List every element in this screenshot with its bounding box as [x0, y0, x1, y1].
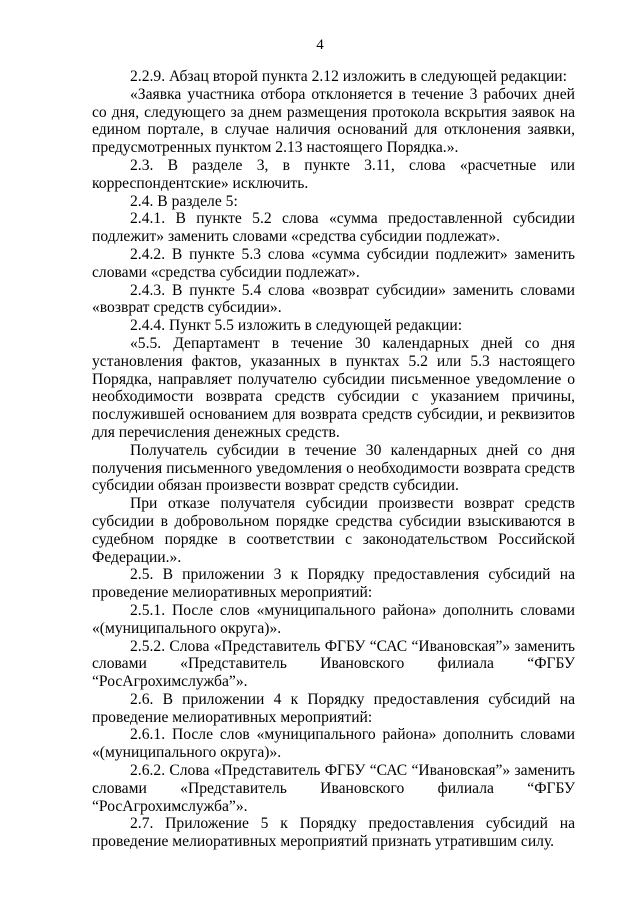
paragraph-2-3: 2.3. В разделе 3, в пункте 3.11, слова «расчетные или корреспондентские» исключить.	[92, 156, 575, 192]
paragraph-2-6-2: 2.6.2. Слова «Представитель ФГБУ “САС “Ивановская”» заменить словами «Представитель Ивановского филиала “ФГБУ “РосАгрохимслужба”».	[92, 762, 575, 815]
paragraph-2-4-1: 2.4.1. В пункте 5.2 слова «сумма предоставленной субсидии подлежит» заменить словами «средства субсидии подлежат».	[92, 210, 575, 246]
paragraph-2-4-3: 2.4.3. В пункте 5.4 слова «возврат субсидии» заменить словами «возврат средств субсидии».	[92, 281, 575, 317]
paragraph-5-5: «5.5. Департамент в течение 30 календарных дней со дня установления фактов, указанных в пунктах 5.2 или 5.3 настоящего Порядка, направляет получателю субсидии письменное уведомление о необходимости возврата средств субсидии с указанием причины, послужившей основанием для возврата средств субсидии, и реквизитов для перечисления денежных средств.	[92, 334, 575, 441]
paragraph-2-7: 2.7. Приложение 5 к Порядку предоставления субсидий на проведение мелиоративных мероприятий признать утратившим силу.	[92, 815, 575, 851]
paragraph-2-6: 2.6. В приложении 4 к Порядку предоставления субсидий на проведение мелиоративных мероприятий:	[92, 690, 575, 726]
page-number: 4	[316, 37, 324, 53]
paragraph-2-6-1: 2.6.1. После слов «муниципального района» дополнить словами «(муниципального округа)».	[92, 726, 575, 762]
paragraph-2-4: 2.4. В разделе 5:	[130, 192, 238, 210]
paragraph-2-4-4: 2.4.4. Пункт 5.5 изложить в следующей редакции:	[130, 317, 463, 335]
paragraph-2-2-9: 2.2.9. Абзац второй пункта 2.12 изложить в следующей редакции:	[130, 68, 567, 85]
paragraph-5-5-refusal: При отказе получателя субсидии произвести возврат средств субсидии в добровольном порядке средства субсидии взыскиваются в судебном порядке в соответствии с законодательством Российской Федерации.».	[92, 495, 575, 566]
document-body	[92, 68, 575, 851]
paragraph-2-5-1: 2.5.1. После слов «муниципального района» дополнить словами «(муниципального округа)».	[92, 601, 575, 637]
paragraph-5-5-recipient: Получатель субсидии в течение 30 календарных дней со дня получения письменного уведомления о необходимости возврата средств субсидии обязан произвести возврат средств субсидии.	[92, 441, 575, 495]
paragraph-2-5: 2.5. В приложении 3 к Порядку предоставления субсидий на проведение мелиоративных мероприятий:	[92, 566, 575, 602]
paragraph-2-4-2: 2.4.2. В пункте 5.3 слова «сумма субсидии подлежит» заменить словами «средства субсидии подлежат».	[92, 245, 575, 281]
paragraph-2-5-2: 2.5.2. Слова «Представитель ФГБУ “САС “Ивановская”» заменить словами «Представитель Ивановского филиала “ФГБУ “РосАгрохимслужба”».	[92, 637, 575, 691]
paragraph-2-2-9-quote: «Заявка участника отбора отклоняется в течение 3 рабочих дней со дня, следующего за днем размещения протокола вскрытия заявок на едином портале, в случае наличия оснований для отклонения заявки, предусмотренных пунктом 2.13 настоящего Порядка.».	[92, 85, 575, 157]
